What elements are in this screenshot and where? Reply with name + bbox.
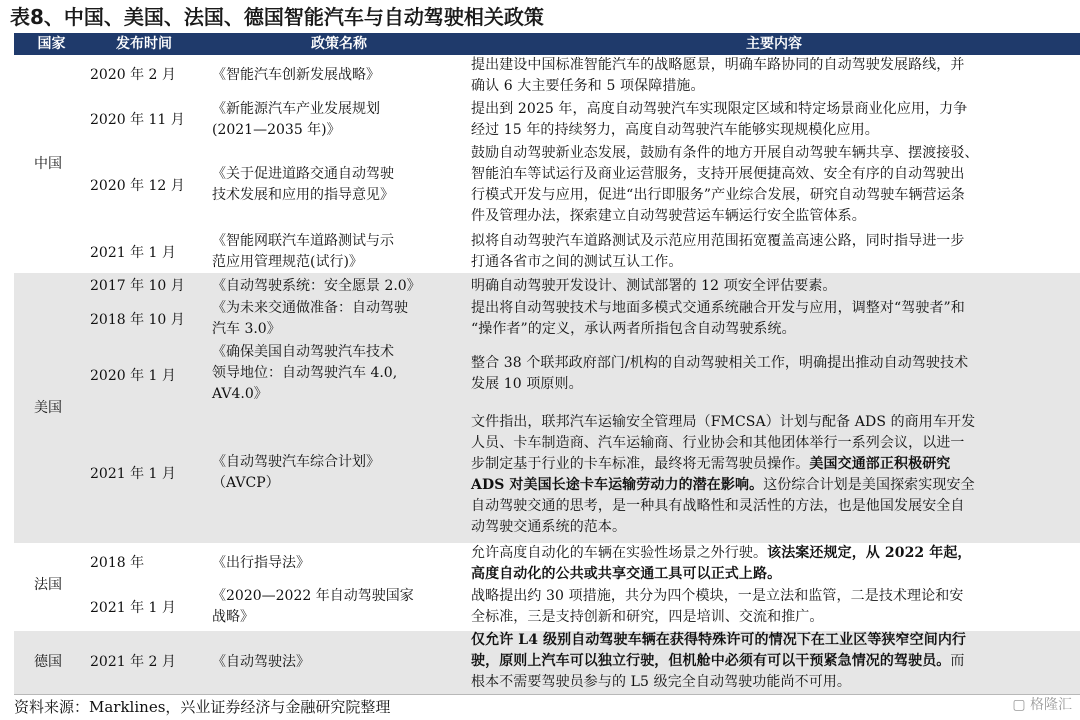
header-main-content: 主要内容: [746, 36, 802, 52]
header-date: 发布时间: [116, 36, 172, 52]
country-china: 中国: [34, 156, 62, 172]
header-policy-name: 政策名称: [311, 36, 367, 52]
policy-name-cell: 《出行指导法》: [212, 555, 310, 571]
country-usa: 美国: [34, 400, 62, 416]
content-cell: 仅允许 L4 级别自动驾驶车辆在获得特殊许可的情况下在工业区等狭窄空间内行 驶，原则上汽车可以独立行驶，但机舱中必须有可以干预紧急情况的驾驶员。而 根本不需要驾驶员参与的 L5 级完全自动驾驶功能尚不可用。: [471, 632, 967, 690]
header-country: 国家: [37, 36, 66, 52]
watermark-logo-icon: ▢: [1012, 697, 1030, 713]
date-cell: 2020 年 2 月: [90, 67, 176, 83]
policy-name-cell: 《2020—2022 年自动驾驶国家 战略》: [212, 588, 414, 625]
watermark: ▢ 格隆汇: [1012, 697, 1072, 713]
date-cell: 2018 年 10 月: [90, 312, 185, 328]
date-cell: 2020 年 11 月: [90, 112, 185, 128]
date-cell: 2021 年 1 月: [90, 466, 176, 482]
date-cell: 2021 年 2 月: [90, 654, 176, 670]
date-cell: 2017 年 10 月: [90, 278, 185, 294]
content-cell: 提出将自动驾驶技术与地面多模式交通系统融合开发与应用，调整对“驾驶者”和 “操作者”的定义，承认两者所指包含自动驾驶系统。: [471, 300, 965, 337]
policy-name-cell: 《自动驾驶系统：安全愿景 2.0》: [212, 278, 421, 294]
content-cell: 拟将自动驾驶汽车道路测试及示范应用范围拓宽覆盖高速公路，同时指导进一步 打通各省市之间的测试互认工作。: [471, 233, 965, 270]
policy-name-cell: 《新能源汽车产业发展规划 (2021—2035 年)》: [212, 101, 380, 138]
content-cell: 允许高度自动化的车辆在实验性场景之外行驶。该法案还规定，从 2022 年起， 高度自动化的公共或共享交通工具可以正式上路。: [471, 545, 972, 582]
content-cell: 整合 38 个联邦政府部门/机构的自动驾驶相关工作，明确提出推动自动驾驶技术 发展 10 项原则。: [471, 355, 969, 392]
content-cell: 明确自动驾驶开发设计、测试部署的 12 项安全评估要素。: [471, 278, 837, 294]
content-cell: 提出建设中国标准智能汽车的战略愿景，明确车路协同的自动驾驶发展路线，并 确认 6 大主要任务和 5 项保障措施。: [471, 57, 965, 94]
source-note: 资料来源：Marklines，兴业证券经济与金融研究院整理: [14, 698, 391, 716]
date-cell: 2018 年: [90, 555, 145, 571]
date-cell: 2021 年 1 月: [90, 600, 176, 616]
policy-name-cell: 《确保美国自动驾驶汽车技术 领导地位：自动驾驶汽车 4.0, AV4.0》: [212, 344, 398, 402]
policy-name-cell: 《为未来交通做准备：自动驾驶 汽车 3.0》: [212, 300, 408, 337]
table-title: 表8、中国、美国、法国、德国智能汽车与自动驾驶相关政策: [10, 5, 544, 29]
country-germany: 德国: [34, 654, 62, 670]
date-cell: 2021 年 1 月: [90, 245, 176, 261]
policy-name-cell: 《智能网联汽车道路测试与示 范应用管理规范(试行)》: [212, 233, 394, 270]
date-cell: 2020 年 1 月: [90, 368, 176, 384]
content-cell: 战略提出约 30 项措施，共分为四个模块，一是立法和监管，二是技术理论和安 全标准，三是支持创新和研究，四是培训、交流和推广。: [471, 588, 964, 625]
policy-name-cell: 《智能汽车创新发展战略》: [212, 67, 380, 83]
content-cell: 鼓励自动驾驶新业态发展，鼓励有条件的地方开展自动驾驶车辆共享、摆渡接驳、 智能泊车等试运行及商业运营服务，支持开展便捷高效、安全有序的自动驾驶出 行模式开发与应用，促进“出行即服务”产业综合发展，研究自动驾驶车辆营运条 件及管理办法，探索建立自动驾驶营运车辆运行安全监管体系。: [471, 145, 979, 224]
date-cell: 2020 年 12 月: [90, 178, 185, 194]
table-header: [14, 33, 1080, 55]
content-cell: 文件指出，联邦汽车运输安全管理局（FMCSA）计划与配备 ADS 的商用车开发 人员、卡车制造商、汽车运输商、行业协会和其他团体举行一系列会议，以进一 步制定基于行业的卡车标准，最终将无需驾驶员操作。美国交通部正积极研究 ADS 对美国长途卡车运输劳动力的潜在影响。这份综合计划是美国探索实现安全 自动驾驶交通的思考，是一种具有战略性和灵活性的方法，也是他国发展安全自 动驾驶交通系统的范本。: [471, 414, 976, 535]
content-cell: 提出到 2025 年，高度自动驾驶汽车实现限定区域和特定场景商业化应用，力争 经过 15 年的持续努力，高度自动驾驶汽车能够实现规模化应用。: [471, 101, 968, 138]
country-france: 法国: [34, 577, 62, 593]
policy-name-cell: 《自动驾驶法》: [212, 654, 310, 670]
policy-name-cell: 《关于促进道路交通自动驾驶 技术发展和应用的指导意见》: [212, 166, 394, 203]
table-bottom-rule: [14, 694, 1080, 695]
policy-name-cell: 《自动驾驶汽车综合计划》 （AVCP）: [212, 454, 380, 491]
